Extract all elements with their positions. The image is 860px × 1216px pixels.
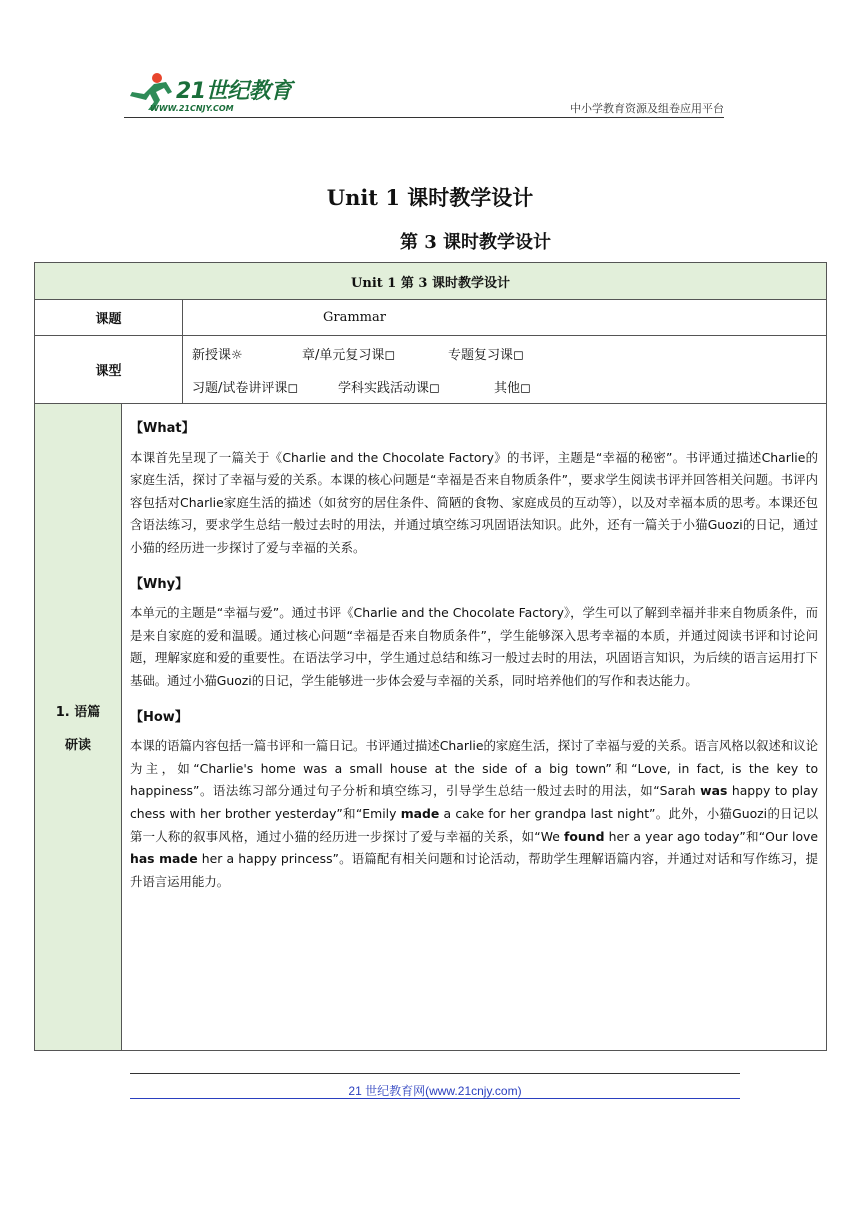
how-highlight-was: was [700, 783, 728, 799]
how-paragraph [130, 735, 818, 893]
header-divider [124, 117, 724, 118]
topic-value: Grammar [183, 300, 827, 336]
type-option-exercise-review[interactable]: 习题/试卷讲评课◻ [192, 380, 299, 396]
text-analysis-content [122, 404, 827, 1051]
page-header [0, 0, 860, 120]
how-text-5: her a happy princess”。语篇配有相关问题和讨论活动，帮助学生理解语篇内容，并通过对话和写作练习，提升语言运用能力。 [130, 851, 819, 889]
footer-divider [130, 1073, 740, 1074]
logo-text: 21世纪教育 [176, 79, 292, 104]
section-label-text-analysis [35, 404, 122, 1051]
platform-tagline: 中小学教育资源及组卷应用平台 [570, 102, 724, 115]
section-label-line1: 1. 语篇 [55, 705, 101, 720]
site-logo[interactable] [124, 70, 294, 116]
why-paragraph: 本单元的主题是“幸福与爱”。通过书评《Charlie and the Chocolate Factory》，学生可以了解到幸福并非来自物质条件，而是来自家庭的爱和温暖。通过核心问题“幸福是否来自物质条件”，学生能够深入思考幸福的本质，并通过阅读书评和讨论问题，理解家庭和爱的重要性。在语法学习中，学生通过总结和练习一般过去时的用法，巩固语言知识，为后续的语言运用打下基础。通过小猫Guozi的日记，学生能够进一步体会爱与幸福的关系，同时培养他们的写作和表达能力。 [130, 605, 819, 688]
type-option-new[interactable]: 新授课☼ [192, 347, 243, 363]
lesson-design-table [34, 262, 827, 1051]
topic-label: 课题 [35, 300, 183, 336]
how-text-4: her a year ago today”和“Our love [604, 828, 819, 844]
logo-url: WWW.21CNJY.COM [150, 104, 234, 113]
what-paragraph: 本课首先呈现了一篇关于《Charlie and the Chocolate Factory》的书评，主题是“幸福的秘密”。书评通过描述Charlie的家庭生活，探讨了幸福与爱的关系。本课的核心问题是“幸福是否来自物质条件”，要求学生阅读书评并回答相关问题。书评内容包括对Charlie家庭生活的描述（如贫穷的居住条件、简陋的食物、家庭成员的互动等），以及对幸福本质的思考。本课还包含语法练习，要求学生总结一般过去时的用法，并通过填空练习巩固语法知识。此外，还有一篇关于小猫Guozi的日记，通过小猫的经历进一步探讨了爱与幸福的关系。 [130, 449, 819, 555]
footer-link[interactable]: 21 世纪教育网(www.21cnjy.com) [348, 1084, 522, 1098]
type-option-unit-review[interactable]: 章/单元复习课◻ [302, 347, 396, 363]
type-option-practice[interactable]: 学科实践活动课◻ [338, 380, 440, 396]
lesson-type-label: 课型 [35, 336, 183, 404]
page-title: Unit 1 课时教学设计 [326, 185, 534, 210]
how-text-1: 本课的语篇内容包括一篇书评和一篇日记。书评通过描述Charlie的家庭生活，探讨了幸福与爱的关系。语言风格以叙述和议论为主，如“Charlie's home was a small house at the side of a big town”和“Love, in fact, is the key to happiness”。语法练习部分通过句子分析和填空练习，引导学生总结一般过去时的用法，如“Sarah [130, 738, 819, 799]
section-label-line2: 研读 [64, 738, 91, 753]
how-highlight-found: found [564, 828, 605, 844]
type-option-other[interactable]: 其他◻ [494, 380, 531, 396]
how-heading: 【How】 [130, 709, 188, 725]
table-heading: Unit 1 第 3 课时教学设计 [35, 263, 827, 300]
what-heading: 【What】 [130, 421, 195, 436]
type-option-topic-review[interactable]: 专题复习课◻ [448, 347, 524, 363]
how-text-3: a cake for her grandpa last night”。此外，小猫Guozi的日记以第一人称的叙事风格，通过小猫的经历进一步探讨了爱与幸福的关系，如“We [130, 805, 819, 844]
how-highlight-has-made: has made [130, 851, 198, 867]
how-text-2: happy to play chess with her brother yesterday”和“Emily [130, 783, 819, 821]
page-subtitle: 第 3 课时教学设计 [400, 232, 552, 253]
footer-link-underline [130, 1098, 740, 1099]
why-heading: 【Why】 [130, 576, 189, 592]
how-highlight-made: made [400, 805, 440, 821]
lesson-type-options [183, 336, 827, 404]
